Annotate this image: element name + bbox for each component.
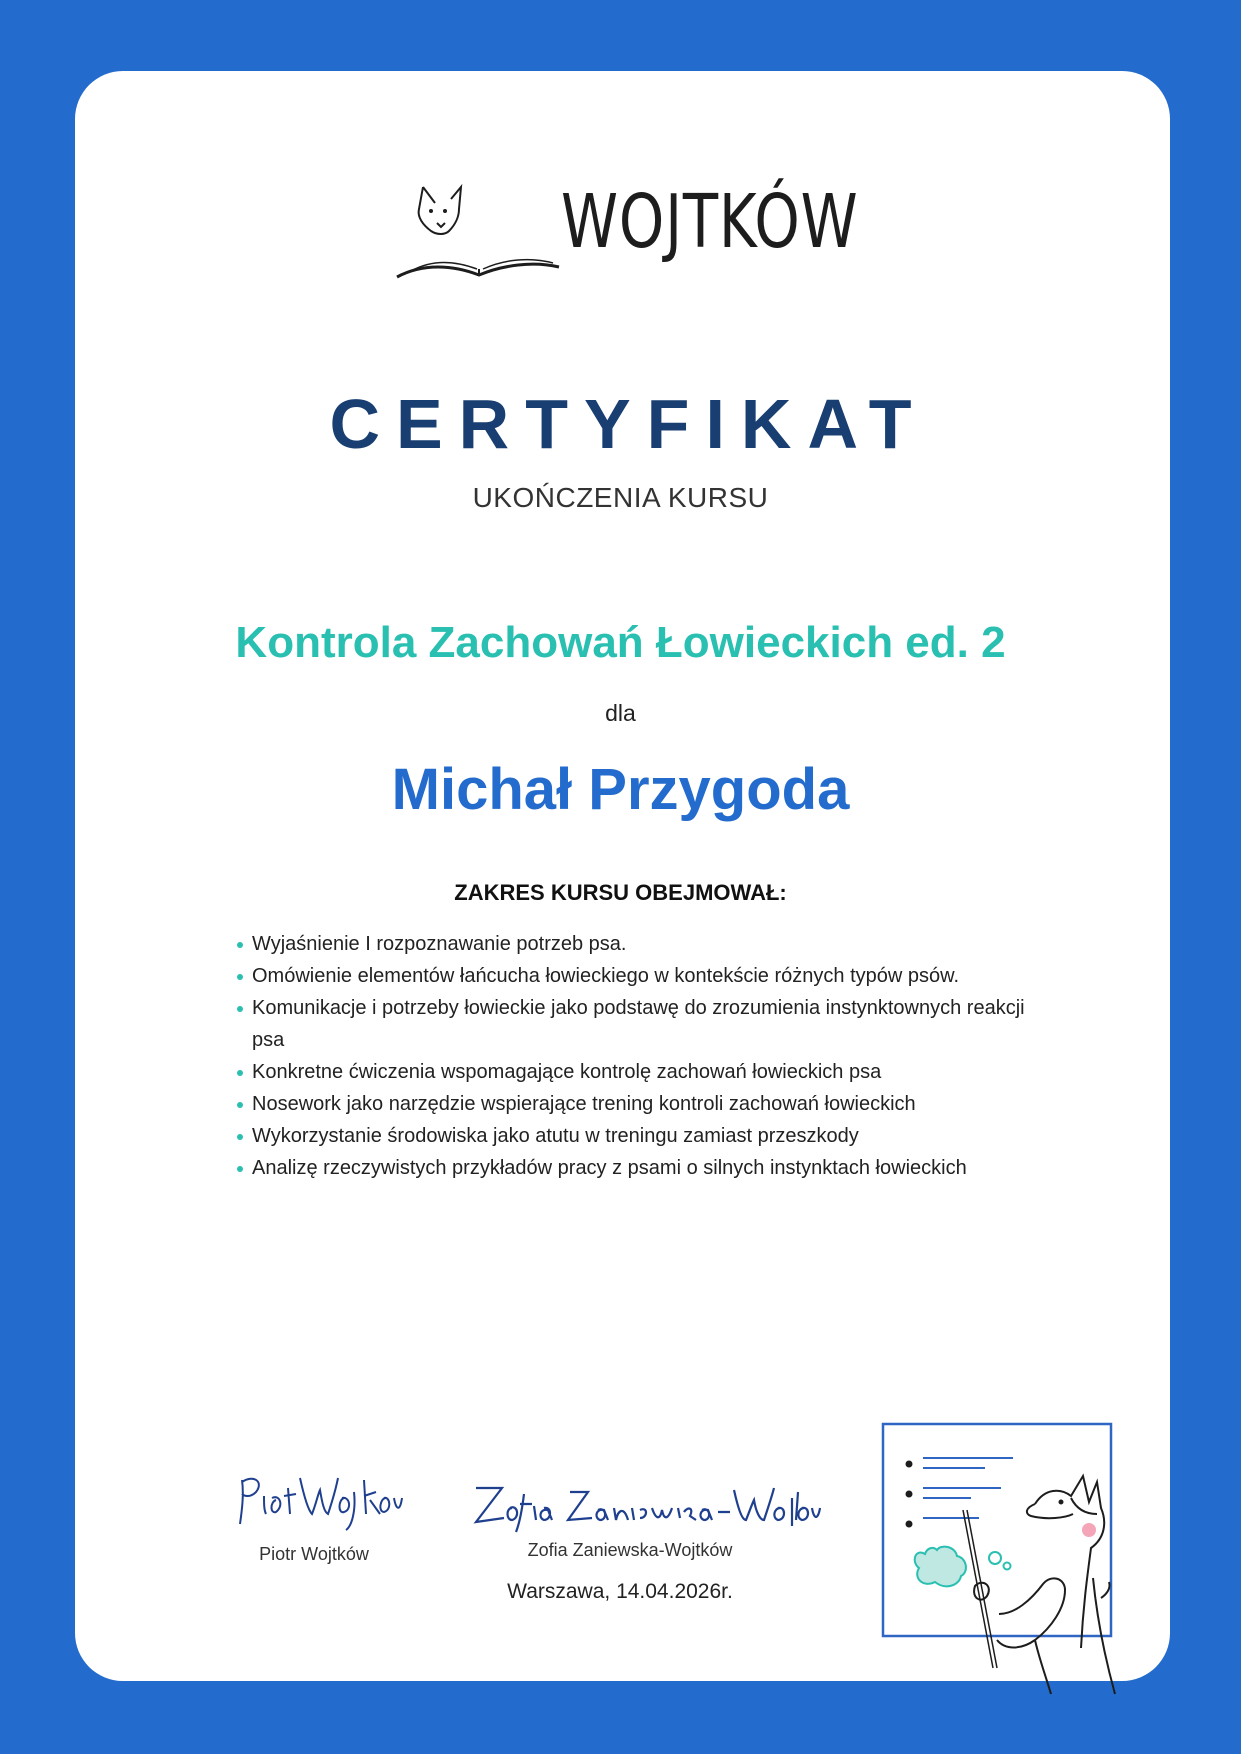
list-item (236, 1088, 1046, 1120)
list-item-text: Komunikacje i potrzeby łowieckie jako podstawę do zrozumienia instynktownych reakcji psa (252, 997, 1025, 1051)
bullet-icon (237, 942, 243, 948)
list-item-text: Konkretne ćwiczenia wspomagające kontrolę zachowań łowieckich psa (252, 1061, 882, 1083)
bullet-icon (237, 1134, 243, 1140)
certificate-subtitle: UKOŃCZENIA KURSU (472, 482, 769, 513)
signatory-name-2: Zofia Zaniewska-Wojtków (527, 1540, 733, 1560)
list-item (236, 1120, 1046, 1152)
dog-reading-book-icon (393, 175, 563, 295)
bullet-icon (237, 974, 243, 980)
logo (393, 175, 859, 295)
bullet-icon (237, 1166, 243, 1172)
signature-piotr (234, 1470, 404, 1540)
list-item-text: Wykorzystanie środowiska jako atutu w treningu zamiast przeszkody (252, 1125, 859, 1147)
for-label: dla (605, 700, 636, 726)
bullet-icon (237, 1070, 243, 1076)
logo-wordmark: WOJTKÓW (561, 179, 859, 265)
list-item-text: Analizę rzeczywistych przykładów pracy z psami o silnych instynktach łowieckich (252, 1157, 967, 1179)
list-item (236, 928, 1046, 960)
signature-zofia (462, 1478, 822, 1538)
recipient-name: Michał Przygoda (391, 757, 850, 822)
signatory-name-1: Piotr Wojtków (259, 1544, 369, 1564)
dog-teacher-whiteboard-icon (875, 1418, 1155, 1698)
list-item (236, 992, 1046, 1056)
scope-list (236, 928, 1046, 1184)
list-item-text: Nosework jako narzędzie wspierające trening kontroli zachowań łowieckich (252, 1093, 916, 1115)
list-item (236, 1056, 1046, 1088)
list-item-text: Wyjaśnienie I rozpoznawanie potrzeb psa. (252, 933, 627, 955)
list-item (236, 960, 1046, 992)
place-date: Warszawa, 14.04.2026r. (507, 1580, 733, 1603)
scope-heading: ZAKRES KURSU OBEJMOWAŁ: (454, 880, 787, 905)
bullet-icon (237, 1006, 243, 1012)
course-name: Kontrola Zachowań Łowieckich ed. 2 (235, 618, 1006, 667)
list-item (236, 1152, 1046, 1184)
list-item-text: Omówienie elementów łańcucha łowieckiego w kontekście różnych typów psów. (252, 965, 960, 987)
bullet-icon (237, 1102, 243, 1108)
certificate-title: CERTYFIKAT (329, 385, 928, 463)
